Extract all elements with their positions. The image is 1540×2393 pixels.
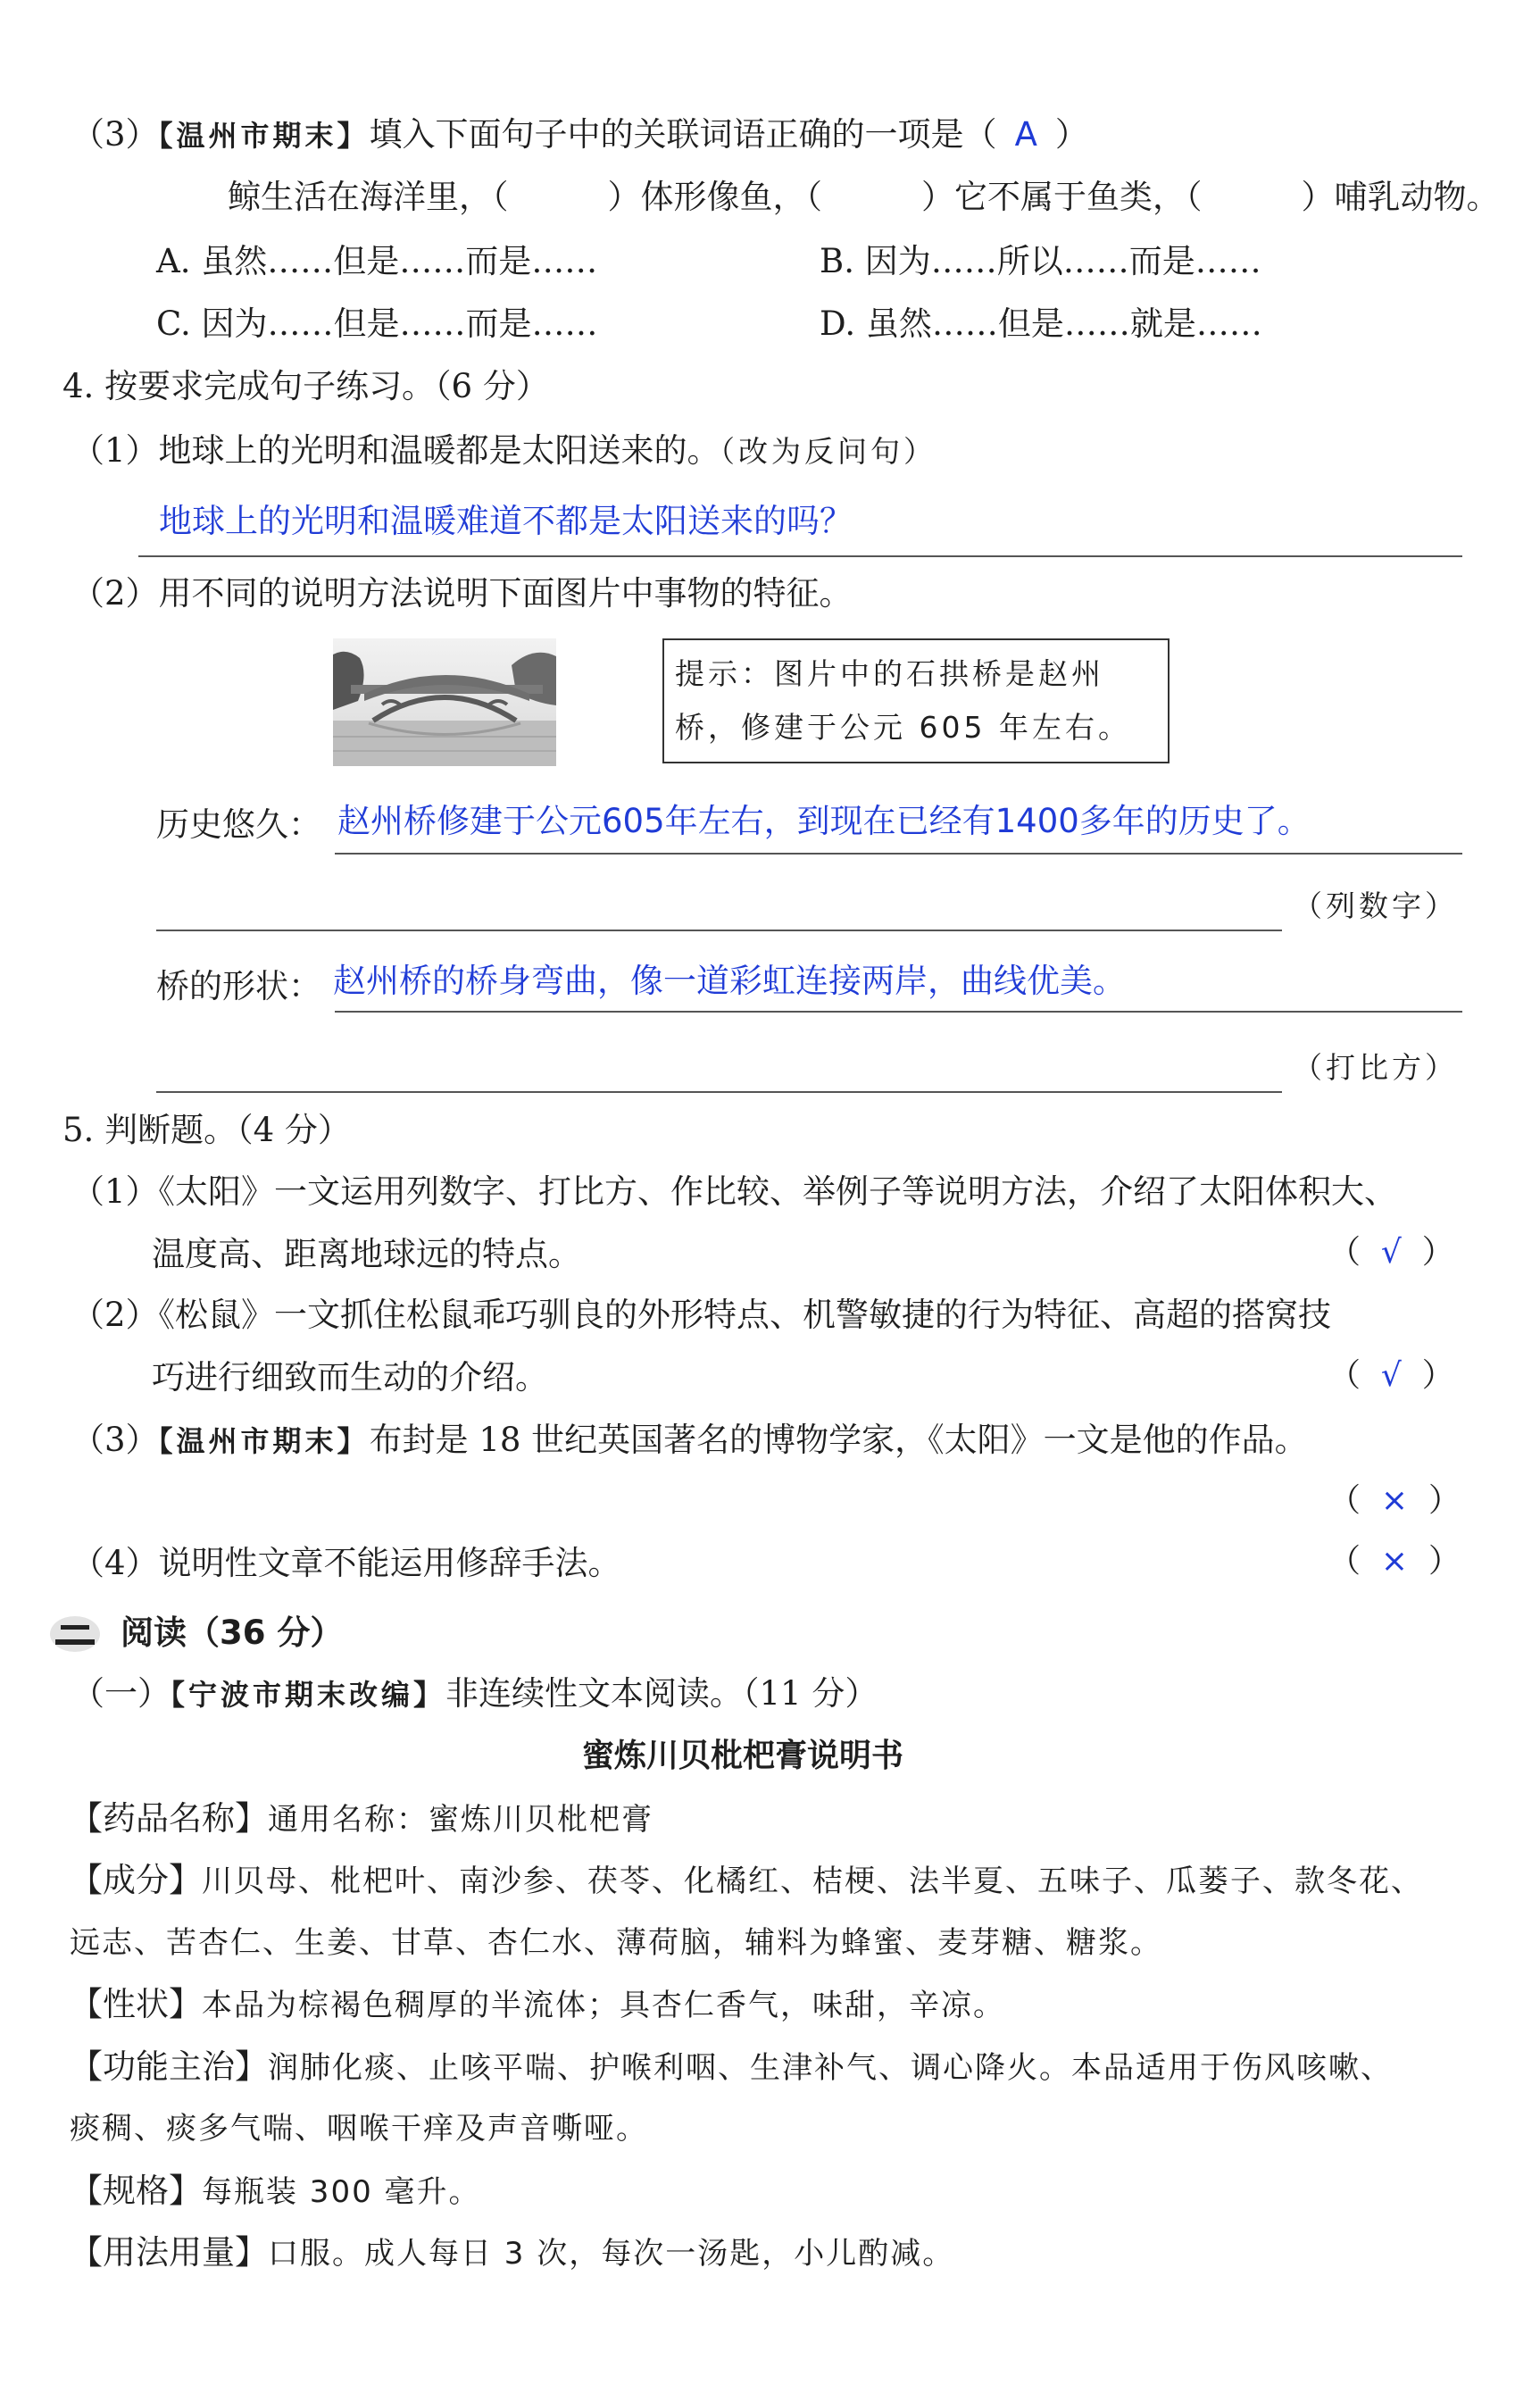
q4-p1-requirement: （改为反问句） (720, 434, 937, 469)
q5-3-mark: × (1380, 1482, 1409, 1519)
q5-item-3 (71, 1420, 1308, 1462)
q3-source-tag: 【温州市期末】 (158, 119, 370, 153)
q5-title: 5. 判断题。（4 分） (62, 1111, 351, 1149)
q5-4-mark: × (1380, 1543, 1409, 1580)
leaflet-row-spec (70, 2171, 481, 2213)
history-line-2 (156, 930, 1282, 931)
shape-method: （打比方） (1293, 1050, 1458, 1085)
q5-3-line1: 布封是 18 世纪英国著名的博物学家，《太阳》一文是他的作品。 (369, 1421, 1308, 1459)
leaflet-value-appearance: 本品为棕褐色稠厚的半流体；具杏仁香气，味甜，辛凉。 (202, 1988, 1005, 2023)
q4-p1-answer[interactable]: 地球上的光明和温暖难道不都是太阳送来的吗？ (159, 502, 853, 540)
q4-p2-text: 用不同的说明方法说明下面图片中事物的特征。 (158, 574, 853, 613)
leaflet-label-ingredients: 【成分】 (70, 1861, 202, 1899)
shape-line-1 (335, 1011, 1462, 1013)
q5-4-number: （4） (71, 1544, 159, 1582)
q5-2-line1: 《松鼠》一文抓住松鼠乖巧驯良的外形特点、机警敏捷的行为特征、高超的搭窝技 (158, 1296, 1332, 1334)
leaflet-value-dosage: 口服。成人每日 3 次，每次一汤匙，小儿酌减。 (268, 2236, 955, 2272)
history-method: （列数字） (1293, 888, 1458, 923)
leaflet-label-spec: 【规格】 (70, 2172, 202, 2210)
shape-label: 桥的形状： (156, 967, 321, 1005)
q5-4-judgement[interactable]: （ × ） (1328, 1543, 1461, 1580)
q3-text: 填入下面句子中的关联词语正确的一项是（ (369, 115, 997, 154)
q5-2-mark: √ (1380, 1357, 1402, 1394)
leaflet-label-name: 【药品名称】 (70, 1799, 268, 1838)
leaflet-label-dosage: 【用法用量】 (70, 2233, 268, 2272)
leaflet-row-function (70, 2047, 1393, 2089)
leaflet-row-ingredients (70, 1860, 1423, 1902)
q5-3-source-tag: 【温州市期末】 (158, 1424, 370, 1458)
q4-p1-number: （1） (71, 431, 159, 470)
leaflet-row-name (70, 1798, 653, 1840)
q4-p1-text: 地球上的光明和温暖都是太阳送来的。 (158, 431, 720, 470)
leaflet-value-spec: 每瓶装 300 毫升。 (202, 2174, 481, 2210)
leaflet-label-appearance: 【性状】 (70, 1985, 202, 2023)
q4-p2-number: （2） (71, 574, 159, 613)
leaflet-value-function-1: 润肺化痰、止咳平喘、护喉利咽、生津补气、调心降火。本品适用于伤风咳嗽、 (268, 2050, 1393, 2086)
q5-1-judgement[interactable]: （ √ ） (1328, 1234, 1454, 1271)
q3-close: ） (1054, 115, 1088, 154)
hint-line-1: 提示：图片中的石拱桥是赵州 (675, 656, 1104, 691)
q3-answer: A (1014, 115, 1037, 154)
leaflet-row-appearance (70, 1984, 1005, 2026)
q3-sentence: 鲸生活在海洋里，（ ）体形像鱼，（ ）它不属于鱼类，（ ）哺乳动物。 (228, 178, 1500, 216)
q5-3-number: （3） (71, 1421, 159, 1459)
q5-item-2 (71, 1295, 1331, 1336)
shape-line-2 (156, 1091, 1282, 1093)
history-label: 历史悠久： (156, 805, 321, 844)
hint-line-2: 桥，修建于公元 605 年左右。 (675, 710, 1131, 745)
section-two-title: 阅读（36 分） (121, 1613, 344, 1652)
q5-2-number: （2） (71, 1296, 159, 1334)
q5-3-judgement[interactable]: （ × ） (1328, 1482, 1461, 1519)
q5-item-1 (71, 1171, 1397, 1213)
q4-p1-answer-line (138, 555, 1462, 557)
q4-part2 (71, 573, 853, 614)
q3-option-c: C. 因为……但是……而是…… (156, 304, 598, 343)
q4-title: 4. 按要求完成句子练习。（6 分） (62, 367, 549, 405)
leaflet-title: 蜜炼川贝枇杷膏说明书 (582, 1738, 904, 1774)
section-two-icon (50, 1614, 100, 1654)
q5-4-line1: 说明性文章不能运用修辞手法。 (158, 1544, 621, 1582)
leaflet-value-name: 通用名称：蜜炼川贝枇杷膏 (268, 1802, 653, 1838)
q3-option-a: A. 虽然……但是……而是…… (156, 242, 598, 280)
q5-1-line1: 《太阳》一文运用列数字、打比方、作比较、举例子等说明方法，介绍了太阳体积大、 (158, 1172, 1398, 1211)
part-one-number: （一） (71, 1674, 171, 1713)
leaflet-label-function: 【功能主治】 (70, 2047, 268, 2086)
shape-answer[interactable]: 赵州桥的桥身弯曲，像一道彩虹连接两岸，曲线优美。 (333, 962, 1126, 1000)
part-one-source-tag: 【宁波市期末改编】 (171, 1678, 446, 1712)
q4-part1 (71, 430, 936, 472)
q3-line (71, 114, 1088, 156)
q3-option-d: D. 虽然……但是……就是…… (820, 304, 1262, 343)
q5-1-line2: 温度高、距离地球远的特点。 (152, 1235, 581, 1273)
q3-number: （3） (71, 115, 159, 154)
leaflet-value-function-2: 痰稠、痰多气喘、咽喉干痒及声音嘶哑。 (70, 2111, 648, 2147)
q5-2-judgement[interactable]: （ √ ） (1328, 1357, 1454, 1394)
part-one-heading (71, 1673, 878, 1715)
zhaozhou-bridge-photo (333, 638, 556, 766)
leaflet-value-ingredients-2: 远志、苦杏仁、生姜、甘草、杏仁水、薄荷脑，辅料为蜂蜜、麦芽糖、糖浆。 (70, 1925, 1162, 1961)
q3-option-b: B. 因为……所以……而是…… (820, 242, 1261, 280)
q5-1-number: （1） (71, 1172, 159, 1211)
q5-1-mark: √ (1380, 1234, 1402, 1271)
history-line-1 (335, 853, 1462, 855)
part-one-text: 非连续性文本阅读。（11 分） (445, 1674, 878, 1713)
q5-2-line2: 巧进行细致而生动的介绍。 (152, 1358, 548, 1397)
history-answer[interactable]: 赵州桥修建于公元605年左右，到现在已经有1400多年的历史了。 (337, 802, 1311, 840)
leaflet-row-dosage (70, 2232, 954, 2274)
q5-item-4 (71, 1543, 621, 1584)
leaflet-value-ingredients-1: 川贝母、枇杷叶、南沙参、茯苓、化橘红、桔梗、法半夏、五味子、瓜蒌子、款冬花、 (202, 1864, 1423, 1899)
hint-box (662, 638, 1170, 763)
